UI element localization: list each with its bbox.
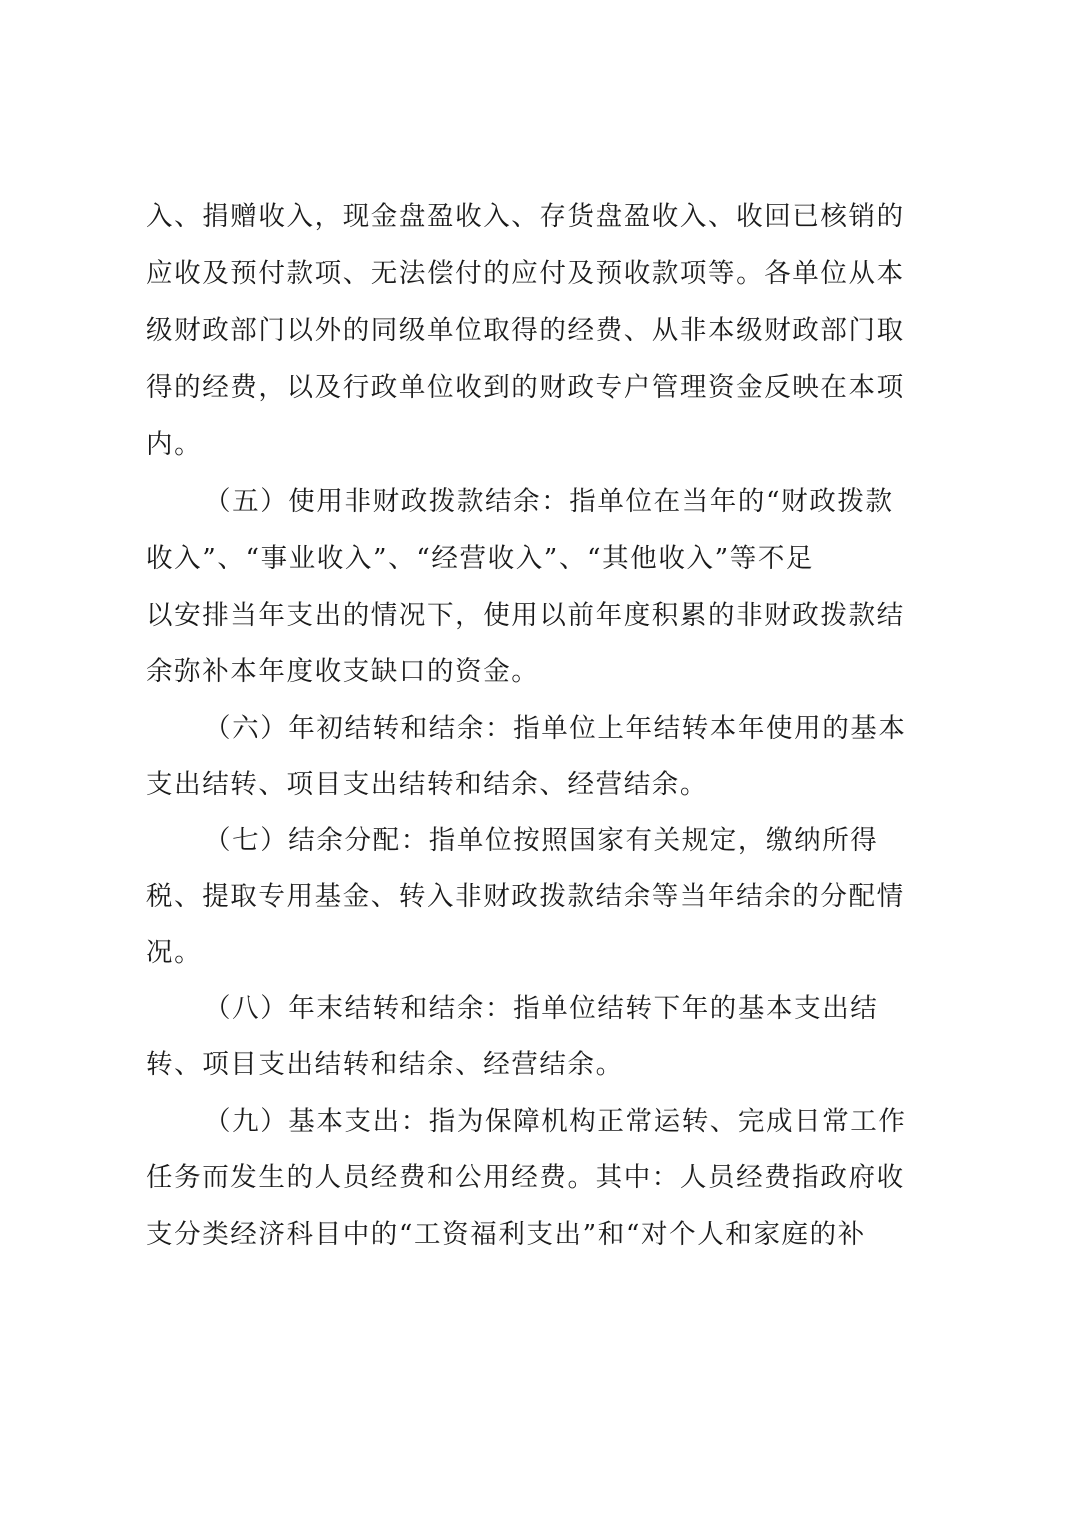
paragraph-9-start: （九）基本支出：指为保障机构正常运转、完成日常工作 — [204, 1106, 907, 1137]
paragraph-8-start: （八）年末结转和结余：指单位结转下年的基本支出结 — [204, 993, 879, 1024]
paragraph-6-start: （六）年初结转和结余：指单位上年结转本年使用的基本 — [204, 713, 907, 744]
text-line: 况。 — [146, 937, 203, 968]
text-line: 得的经费，以及行政单位收到的财政专户管理资金反映在本项 — [146, 372, 905, 403]
text-line: 入、捐赠收入，现金盘盈收入、存货盘盈收入、收回已核销的 — [146, 201, 905, 232]
text-line: 应收及预付款项、无法偿付的应付及预收款项等。各单位从本 — [146, 258, 905, 289]
text-line: 收入”、“事业收入”、“经营收入”、“其他收入”等不足 — [146, 543, 815, 574]
text-line: 余弥补本年度收支缺口的资金。 — [146, 656, 540, 687]
paragraph-5-start: （五）使用非财政拨款结余：指单位在当年的“财政拨款 — [204, 486, 894, 517]
text-line: 支分类经济科目中的“工资福利支出”和“对个人和家庭的补 — [146, 1219, 866, 1250]
text-line: 级财政部门以外的同级单位取得的经费、从非本级财政部门取 — [146, 315, 905, 346]
paragraph-7-start: （七）结余分配：指单位按照国家有关规定，缴纳所得 — [204, 825, 879, 856]
text-line: 内。 — [146, 429, 203, 460]
text-line: 以安排当年支出的情况下，使用以前年度积累的非财政拨款结 — [146, 600, 905, 631]
text-line: 支出结转、项目支出结转和结余、经营结余。 — [146, 769, 708, 800]
text-line: 转、项目支出结转和结余、经营结余。 — [146, 1049, 624, 1080]
text-line: 任务而发生的人员经费和公用经费。其中：人员经费指政府收 — [146, 1162, 905, 1193]
text-line: 税、提取专用基金、转入非财政拨款结余等当年结余的分配情 — [146, 881, 905, 912]
